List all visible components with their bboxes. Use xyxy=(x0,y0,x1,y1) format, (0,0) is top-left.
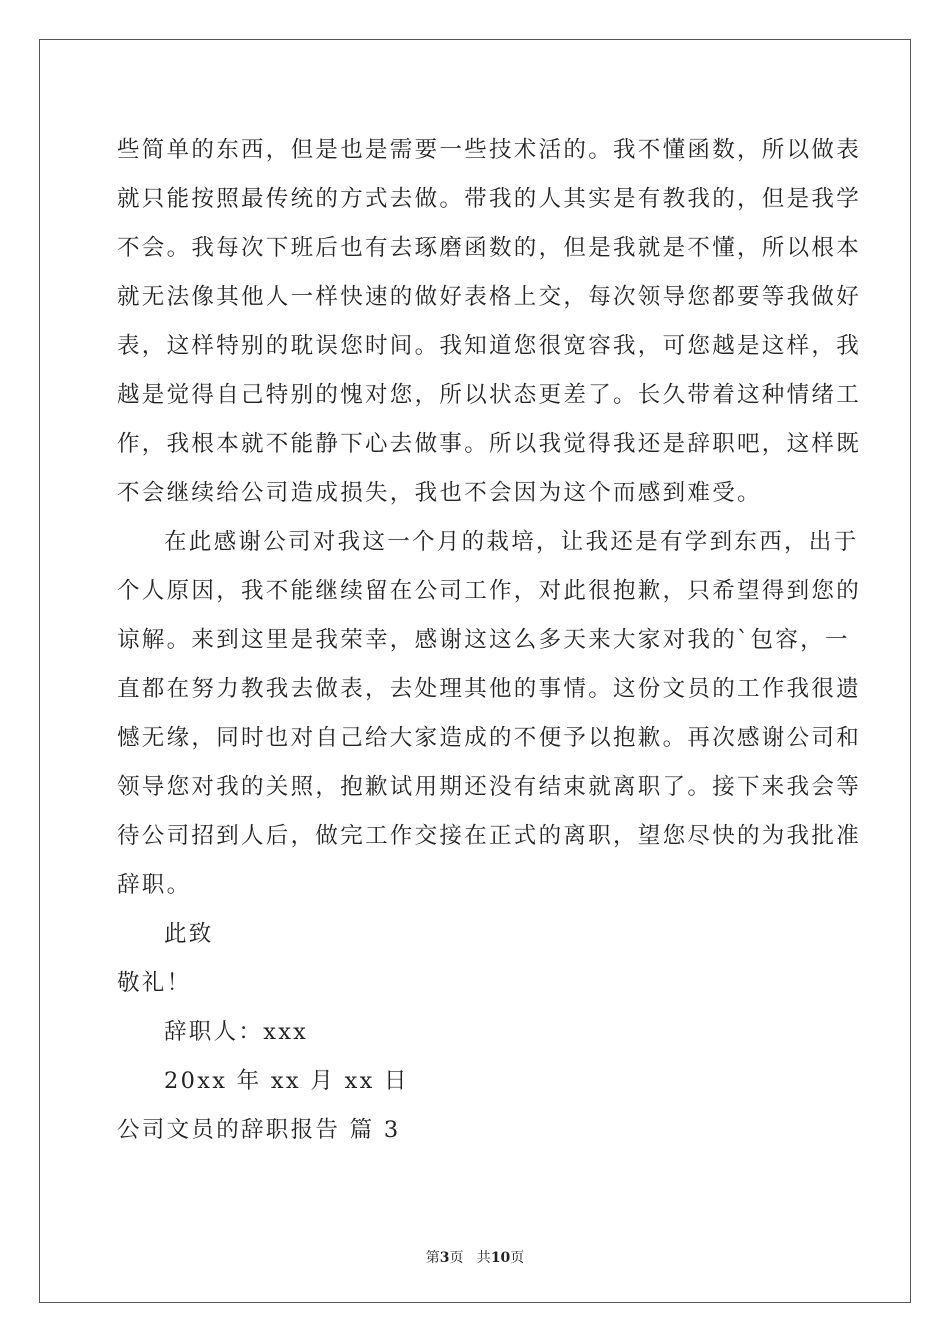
text-line: 个人原因，我不能继续留在公司工作，对此很抱歉，只希望得到您的 xyxy=(117,578,862,604)
text-line: 作，我根本就不能静下心去做事。所以我觉得我还是辞职吧，这样既 xyxy=(117,431,862,457)
paragraph-2 xyxy=(117,518,862,910)
text-line: 不会。我每次下班后也有去琢磨函数的，但是我就是不懂，所以根本 xyxy=(117,235,862,261)
text-line: 在此感谢公司对我这一个月的栽培，让我还是有学到东西，出于 xyxy=(164,529,859,555)
closing: 此致 xyxy=(164,921,214,947)
text-line: 直都在努力教我去做表，去处理其他的事情。这份文员的工作我很遗 xyxy=(117,676,862,702)
total-pages: 10 xyxy=(490,1250,511,1266)
text-line: 就只能按照最传统的方式去做。带我的人其实是有教我的，但是我学 xyxy=(117,186,862,212)
salutation: 敬礼！ xyxy=(117,970,192,996)
next-section-title: 公司文员的辞职报告 篇 3 xyxy=(117,1117,401,1143)
text-line: 憾无缘，同时也对自己给大家造成的不便予以抱歉。再次感谢公司和 xyxy=(117,725,862,751)
text-line: 谅解。来到这里是我荣幸，感谢这这么多天来大家对我的`包容，一 xyxy=(117,627,850,653)
page-footer xyxy=(0,1247,950,1267)
page-mid: 页 共 xyxy=(449,1250,491,1266)
page-suffix: 页 xyxy=(510,1250,525,1266)
date: 20xx 年 xx 月 xx 日 xyxy=(164,1068,409,1094)
text-line: 待公司招到人后，做完工作交接在正式的离职，望您尽快的为我批准 xyxy=(117,823,862,849)
paragraph-1 xyxy=(117,126,862,518)
text-line: 领导您对我的关照，抱歉试用期还没有结束就离职了。接下来我会等 xyxy=(117,774,862,800)
text-line: 越是觉得自己特别的愧对您，所以状态更差了。长久带着这种情绪工 xyxy=(117,382,862,408)
page-prefix: 第 xyxy=(425,1250,440,1266)
text-line: 不会继续给公司造成损失，我也不会因为这个而感到难受。 xyxy=(117,480,762,506)
text-line: 辞职。 xyxy=(117,872,192,898)
signature: 辞职人：xxx xyxy=(164,1019,309,1045)
text-line: 就无法像其他人一样快速的做好表格上交，每次领导您都要等我做好 xyxy=(117,284,862,310)
page-number: 3 xyxy=(439,1250,450,1266)
document-body xyxy=(117,126,862,1155)
text-line: 些简单的东西，但是也是需要一些技术活的。我不懂函数，所以做表 xyxy=(117,137,862,163)
text-line: 表，这样特别的耽误您时间。我知道您很宽容我，可您越是这样，我 xyxy=(117,333,862,359)
